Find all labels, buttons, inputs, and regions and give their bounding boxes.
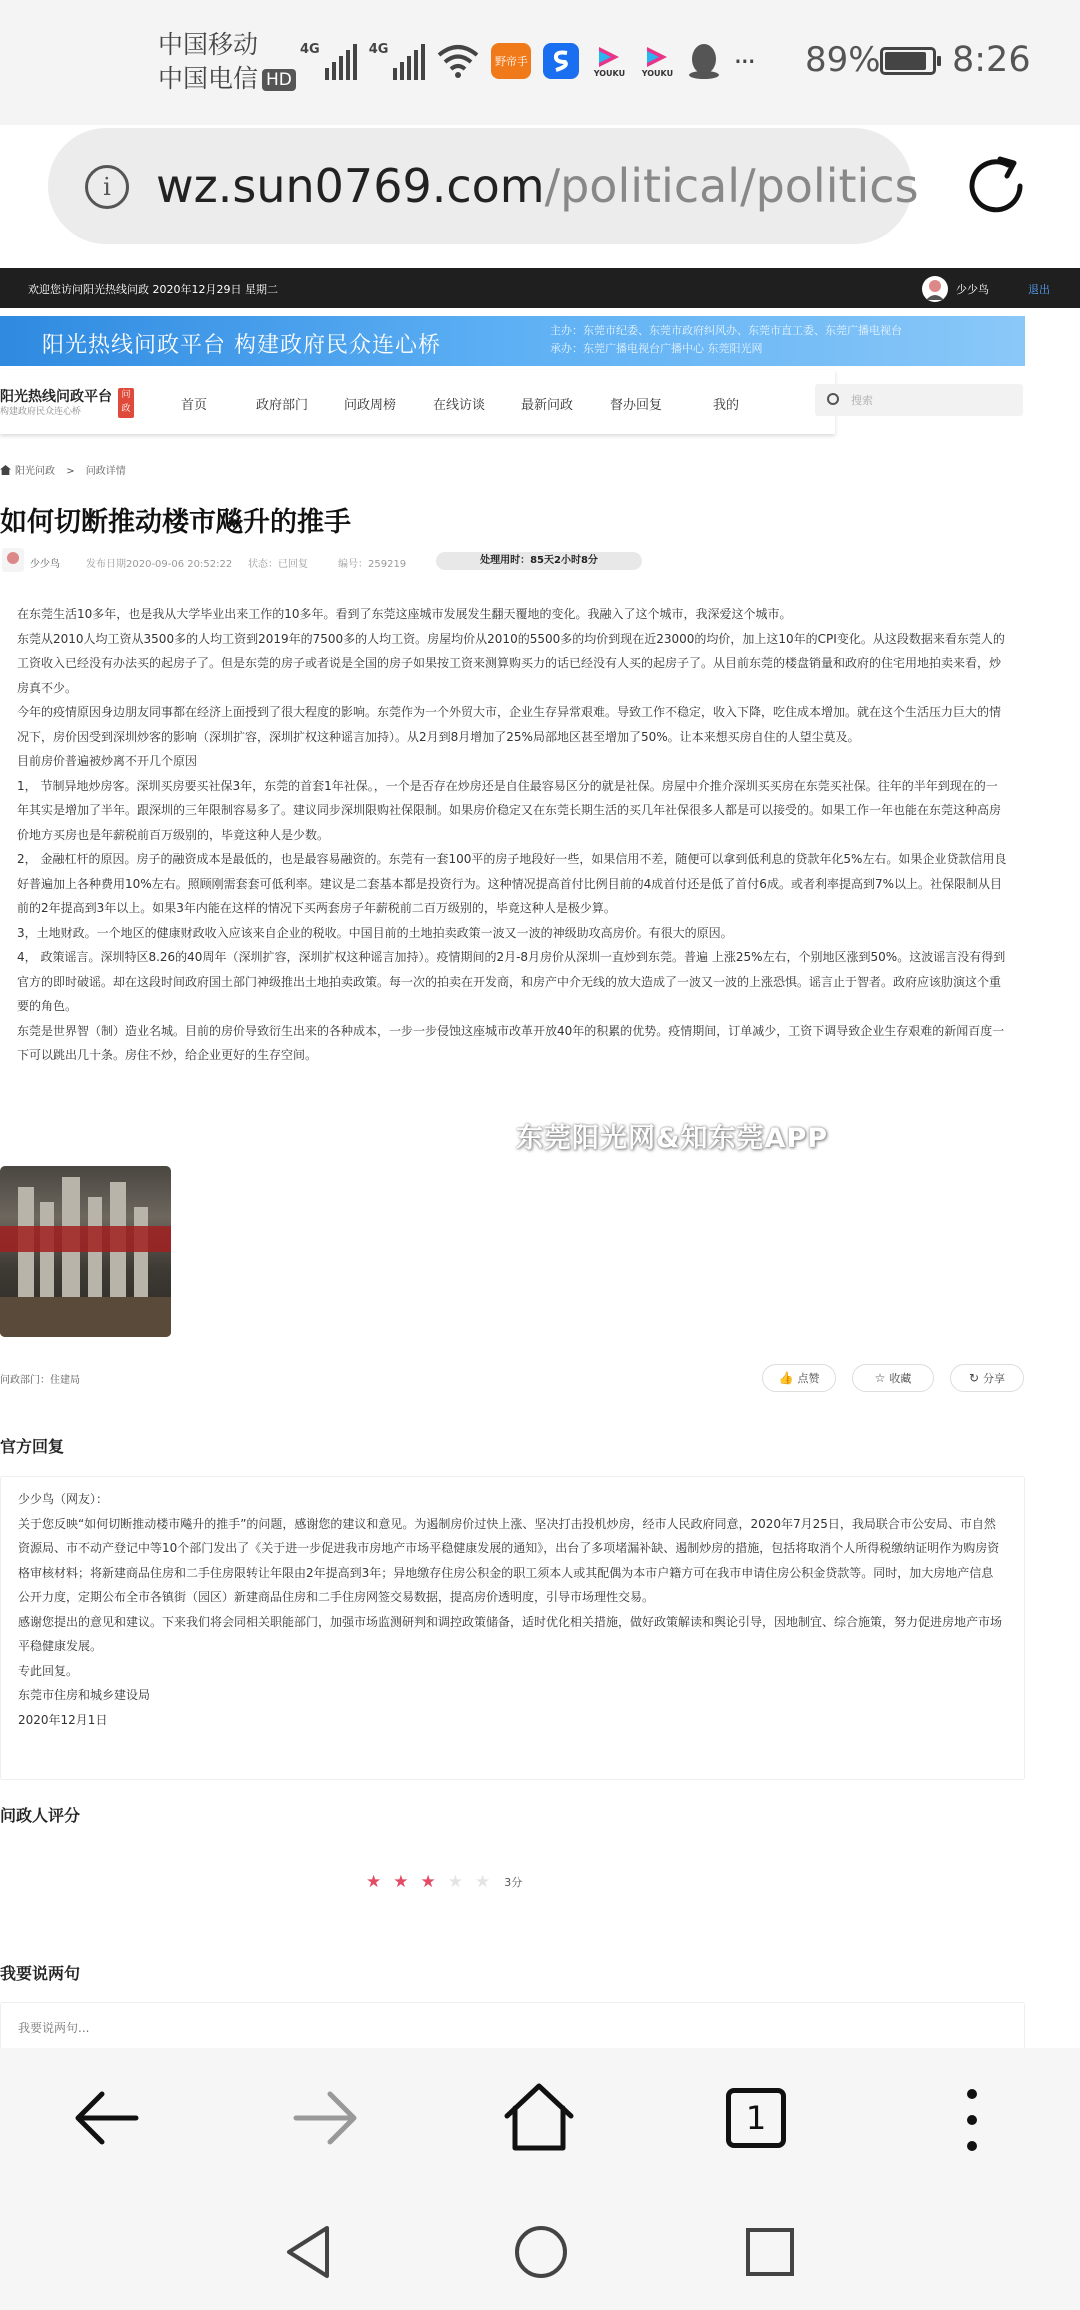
thumbs-up-icon: 👍	[778, 1371, 794, 1385]
breadcrumb-home[interactable]: 阳光问政	[15, 466, 55, 477]
post-status: 状态：已回复	[248, 559, 308, 570]
status-bar	[0, 0, 1080, 125]
site-search[interactable]	[815, 384, 1023, 416]
share-button[interactable]: ↻ 分享	[950, 1364, 1024, 1392]
search-icon	[827, 393, 839, 405]
reply-line: 感谢您提出的意见和建议。下来我们将会同相关职能部门，加强市场监测研判和调控政策储备，适时优化相关措施，做好政策解读和舆论引导，因地制宜、综合施策，努力促进房地产市场平稳健康发展。	[18, 1614, 1003, 1653]
forward-arrow-icon[interactable]	[290, 2086, 360, 2150]
reply-section-title: 官方回复	[0, 1437, 65, 1456]
browser-toolbar	[0, 2048, 1080, 2188]
article-paragraph: 1， 节制异地炒房客。深圳买房要买社保3年，东莞的首套1年社保。，一个是否存在炒房还是自住最容易区分的就是社保。房屋中介推介深圳买买房在东莞买社保。往年的半年到现在的一年其实是增加了半年。跟深圳的三年限制容易多了。建议同步深圳限购社保限制。如果房价稳定又在东莞长期生活的买几年社保很多人都是可以接受的。如果工作一年也能在东莞这种高房价地方买房也是年薪税前百万级别的，毕竟这种人是少数。	[17, 778, 1002, 842]
user-avatar[interactable]	[922, 276, 948, 302]
rating-section-title: 问政人评分	[0, 1806, 81, 1825]
reply-line: 关于您反映“如何切断推动楼市飚升的推手”的问题，感谢您的建议和意见。为遏制房价过快上涨、坚决打击投机炒房，经市人民政府同意，2020年7月25日，我局联合市公安局、市自然资源局、市不动产登记中等10个部门发出了《关于进一步促进我市房地产市场平稳健康发展的通知》，出台了多项堵漏补缺、遏制炒房的措施，包括将取消个人所得税缴纳证明作为购房资格审核材料；将新建商品住房和二手住房限转让年限由2年提高到3年；异地缴存住房公积金的职工须本人或其配偶为本市户籍方可在我市申请住房公积金贷款等。同时，加大房地产信息公开力度，定期公布全市各镇街（园区）新建商品住房和二手住房网签交易数据，提高房价透明度，引导市场理性交易。	[18, 1516, 1000, 1604]
url-text[interactable]	[156, 156, 919, 216]
rating-label: 3分	[504, 1876, 523, 1889]
reply-text	[18, 1487, 1003, 1732]
url-bar[interactable]	[48, 128, 919, 244]
nav-interviews[interactable]: 在线访谈	[433, 398, 486, 413]
star-icon: ★	[475, 1872, 491, 1892]
app-s-icon	[543, 43, 579, 79]
carrier-info	[158, 28, 296, 96]
nav-latest[interactable]: 最新问政	[521, 398, 574, 413]
banner-sponsors	[550, 322, 902, 358]
author-avatar	[2, 548, 24, 572]
android-home-icon[interactable]	[513, 2224, 569, 2280]
logo-badge: 问政	[118, 388, 134, 418]
article-paragraph: 目前房价普遍被炒离不开几个原因	[17, 754, 198, 768]
star-icon: ★	[393, 1872, 409, 1892]
stars-container	[366, 1872, 502, 1892]
comment-input[interactable]	[18, 2021, 918, 2035]
reply-box	[0, 1476, 1025, 1780]
banner-host: 主办：东莞市纪委、东莞市政府纠风办、东莞市直工委、东莞广播电视台	[550, 324, 902, 337]
banner-organizer: 承办：东莞广播电视台广播中心 东莞阳光网	[550, 342, 763, 355]
article-photo[interactable]	[0, 1166, 171, 1337]
search-placeholder: 搜索	[851, 394, 873, 407]
article-paragraph: 在东莞生活10多年，也是我从大学毕业出来工作的10多年。看到了东莞这座城市发展发生翻天覆地的变化。我融入了这个城市，我深爱这个城市。	[17, 607, 792, 621]
article-paragraph: 东莞从2010人均工资从3500多的人均工资到2019年的7500多的人均工资。房屋均价从2010的5500多的均价到现在近23000的均价，加上这10年的CPI变化。从这段数据来看东莞人的工资收入已经没有办法买的起房子了。但是东莞的房子或者说是全国的房子如果按工资来测算购买力的话已经没有人买的起房子了。从目前东莞的楼盘销量和政府的住宅用地拍卖来看，炒房真不少。	[17, 631, 1005, 695]
android-back-icon[interactable]	[283, 2224, 333, 2280]
youku-icon-1: YOUKU	[591, 43, 627, 79]
more-notifications-icon: ···	[733, 44, 755, 78]
welcome-text: 欢迎您访问阳光热线问政 2020年12月29日 星期二	[28, 283, 278, 296]
carrier-2: 中国电信	[158, 64, 259, 93]
nav-mine[interactable]: 我的	[713, 398, 740, 413]
page-title: 如何切断推动楼市飚升的推手	[0, 507, 351, 538]
article-paragraph: 2， 金融杠杆的原因。房子的融资成本是最低的，也是最容易融资的。东莞有一套100平的房子地段好一些，如果信用不差，随便可以拿到低利息的贷款年化5%左右。如果企业贷款信用良好普遍加上各种费用10%左右。照顾刚需套套可低利率。建议是二套基本都是投资行为。这种情况提高首付比例目前的4成首付还是低了首付6成。或者利率提高到7%以上。社保限制从目前的2年提高到3年以上。如果3年内能在这样的情况下买两套房子年薪税前二百万级别的，毕竟这种人是极少算。	[17, 852, 1007, 915]
department-label: 问政部门：住建局	[0, 1375, 80, 1386]
nav-supervision[interactable]: 督办回复	[610, 398, 663, 413]
reload-icon[interactable]	[960, 150, 1032, 222]
breadcrumb	[0, 462, 126, 477]
url-domain: wz.sun0769.com	[156, 159, 545, 213]
comment-section-title: 我要说两句	[0, 1964, 81, 1983]
tab-count: 1	[745, 2099, 767, 2137]
back-arrow-icon[interactable]	[72, 2086, 142, 2150]
carrier-1: 中国移动	[158, 30, 259, 59]
android-nav-bar	[0, 2188, 1080, 2310]
processing-time-badge: 处理用时：85天2小时8分	[436, 552, 642, 570]
breadcrumb-current: 问政详情	[85, 466, 126, 477]
url-path: /political/politics	[544, 159, 919, 213]
breadcrumb-separator: >	[66, 466, 75, 477]
tabs-button[interactable]	[726, 2088, 786, 2148]
reply-line: 东莞市住房和城乡建设局	[18, 1688, 151, 1702]
reply-line: 2020年12月1日	[18, 1712, 108, 1727]
youku-icon-2: YOUKU	[639, 43, 675, 79]
android-recents-icon[interactable]	[744, 2226, 796, 2278]
article-paragraph: 3，土地财政。一个地区的健康财政收入应该来自企业的税收。中国目前的土地拍卖政策一波又一波的神级助攻高房价。有很大的原因。	[17, 925, 733, 940]
logo-title: 阳光热线问政平台	[0, 389, 112, 405]
home-button-icon[interactable]	[503, 2082, 575, 2152]
site-logo[interactable]	[0, 388, 112, 419]
nav-home[interactable]: 首页	[181, 398, 208, 413]
clock: 8:26	[952, 40, 1031, 80]
signal-icon-1: 4G	[300, 42, 357, 80]
article-paragraph: 东莞是世界智（制）造业名城。目前的房价导致衍生出来的各种成本，一步一步侵蚀这座城市改革开放40年的积累的优势。疫情期间，订单减少，工资下调导致企业生存艰难的新闻百度一下可以跳出几十条。房住不炒，给企业更好的生存空间。	[17, 1023, 1005, 1062]
reply-line: 少少鸟（网友）：	[18, 1492, 109, 1506]
logo-subtitle: 构建政府民众连心桥	[0, 407, 82, 417]
battery-percent: 89%	[805, 40, 881, 80]
site-banner	[0, 316, 1025, 366]
hd-badge: HD	[262, 69, 296, 91]
nav-government[interactable]: 政府部门	[256, 398, 309, 413]
star-icon: ★	[420, 1872, 436, 1892]
logout-link[interactable]: 退出	[1028, 283, 1050, 296]
star-icon: ☆	[874, 1371, 886, 1385]
star-icon: ★	[447, 1872, 463, 1892]
article-body	[17, 602, 1007, 1068]
watermark: 东莞阳光网&知东莞APP	[516, 1123, 829, 1154]
star-icon: ★	[366, 1872, 382, 1892]
site-top-bar	[0, 268, 1080, 308]
menu-dots-icon[interactable]	[960, 2088, 984, 2152]
info-icon[interactable]: i	[85, 165, 129, 209]
app-notification-icon: 野帝手	[491, 43, 531, 79]
signal-icon-2: 4G	[369, 42, 426, 80]
article-paragraph: 今年的疫情原因身边朋友同事都在经济上面授到了很大程度的影响。东莞作为一个外贸大市，企业生存异常艰难。导致工作不稳定，收入下降，吃住成本增加。就在这个生活压力巨大的情况下，房价因受到深圳炒客的影响（深圳扩容，深圳扩权这种谣言加持）。从2月到8月增加了25%局部地区甚至增加了50%。让本来想买房自住的人望尘莫及。	[17, 705, 1002, 744]
like-button[interactable]: 👍 点赞	[762, 1364, 836, 1392]
post-author: 少少鸟	[30, 559, 60, 570]
username[interactable]: 少少鸟	[956, 283, 989, 296]
site-navbar	[0, 370, 835, 434]
post-date: 发布日期2020-09-06 20:52:22	[86, 559, 233, 570]
share-icon: ↻	[968, 1371, 980, 1385]
battery-icon	[880, 47, 936, 75]
status-icons	[300, 36, 754, 86]
rating-stars	[366, 1871, 522, 1893]
post-id: 编号：259219	[338, 559, 407, 570]
qq-icon	[687, 42, 721, 80]
home-icon	[0, 465, 11, 475]
post-meta	[0, 548, 1080, 576]
favorite-button[interactable]: ☆ 收藏	[852, 1364, 934, 1392]
wifi-icon	[437, 43, 479, 79]
nav-weekly-ranking[interactable]: 问政周榜	[344, 398, 397, 413]
reply-line: 专此回复。	[18, 1663, 79, 1678]
article-paragraph: 4， 政策谣言。深圳特区8.26的40周年（深圳扩容，深圳扩权这种谣言加持）。疫情期间的2月-8月房价从深圳一直炒到东莞。普遍 上涨25%左右，个别地区涨到50%。这波谣言没有得到官方的即时破谣。却在这段时间政府国土部门神级推出土地拍卖政策。每一次的拍卖在开发商，和房产中介无线的放大造成了一波又一波的上涨恐惧。谣言止于智者。政府应该肋演这个重要的角色。	[17, 950, 1006, 1013]
banner-title: 阳光热线问政平台 构建政府民众连心桥	[42, 333, 441, 358]
